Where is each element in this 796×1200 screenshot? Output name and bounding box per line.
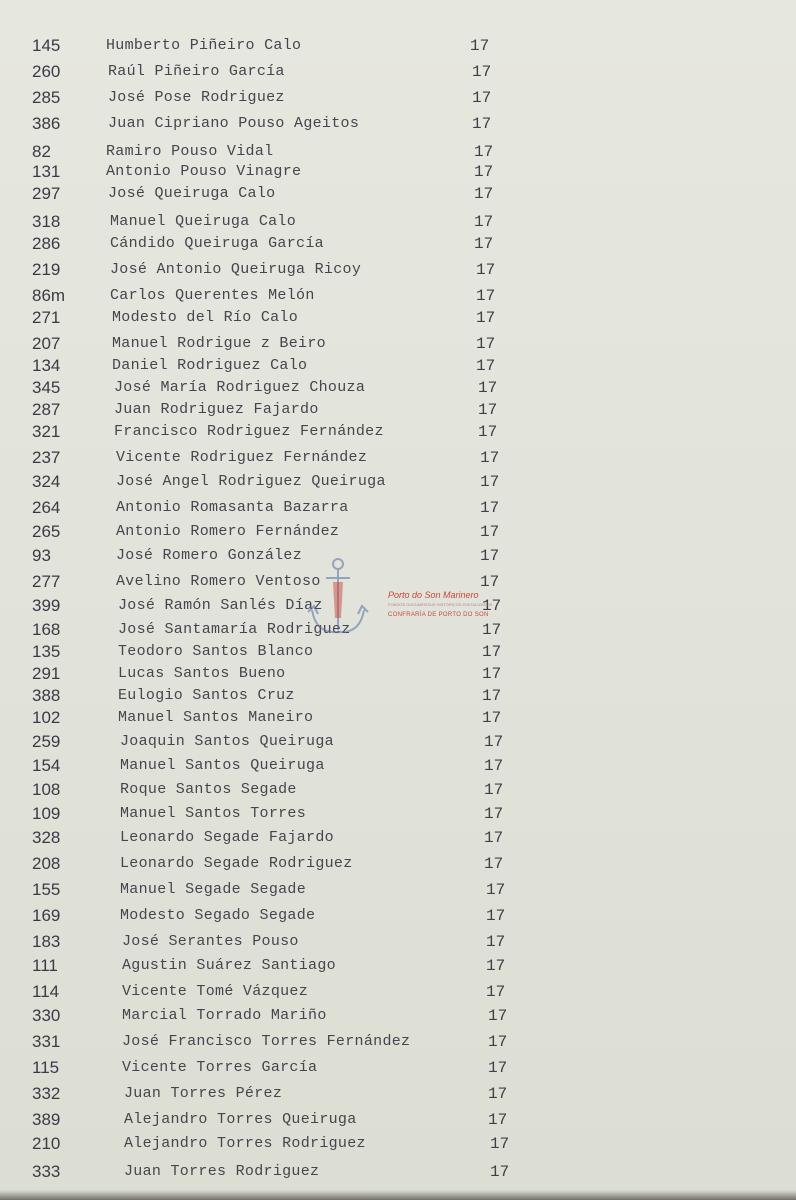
member-name: Manuel Queiruga Calo (110, 213, 297, 230)
member-name: Marcial Torrado Mariño (122, 1007, 327, 1024)
member-number: 324 (32, 472, 61, 491)
member-name: José Francisco Torres Fernández (122, 1033, 411, 1050)
member-value: 17 (478, 379, 498, 397)
member-value: 17 (484, 781, 504, 799)
member-value: 17 (484, 733, 504, 751)
table-row (0, 802, 796, 826)
member-name: Modesto del Río Calo (112, 309, 299, 326)
member-value: 17 (472, 89, 492, 107)
table-row (0, 778, 796, 802)
table-row (0, 86, 796, 110)
member-name: José Santamaría Rodriguez (118, 621, 351, 638)
table-row (0, 878, 796, 902)
table-row (0, 980, 796, 1004)
member-number: 219 (32, 260, 61, 279)
table-row (0, 376, 796, 400)
member-value: 17 (480, 473, 500, 491)
table-row (0, 284, 796, 308)
table-row (0, 182, 796, 206)
member-number: 93 (32, 546, 51, 565)
table-row (0, 1004, 796, 1028)
member-value: 17 (486, 957, 506, 975)
member-number: 131 (32, 162, 61, 181)
member-value: 17 (480, 523, 500, 541)
member-number: 389 (32, 1110, 61, 1129)
table-row (0, 306, 796, 330)
watermark-subtitle: FONDOS DOCUMENTAIS HISTÓRICOS DIXITALIZADOS (388, 602, 493, 607)
member-name: José Queiruga Calo (108, 185, 276, 202)
member-name: Leonardo Segade Rodriguez (120, 855, 353, 872)
member-name: Antonio Romasanta Bazarra (116, 499, 349, 516)
member-value: 17 (484, 805, 504, 823)
member-number: 135 (32, 642, 61, 661)
member-name: José Antonio Queiruga Ricoy (110, 261, 362, 278)
member-number: 108 (32, 780, 61, 799)
table-row (0, 904, 796, 928)
member-number: 386 (32, 114, 61, 133)
member-value: 17 (478, 423, 498, 441)
table-row (0, 1132, 796, 1156)
member-value: 17 (490, 1163, 510, 1181)
member-number: 333 (32, 1162, 61, 1181)
member-value: 17 (482, 665, 502, 683)
member-name: Manuel Santos Torres (120, 805, 307, 822)
table-row (0, 826, 796, 850)
table-row (0, 332, 796, 356)
member-number: 260 (32, 62, 61, 81)
member-name: Francisco Rodriguez Fernández (114, 423, 384, 440)
member-number: 277 (32, 572, 61, 591)
member-value: 17 (476, 309, 496, 327)
member-value: 17 (486, 933, 506, 951)
member-name: Teodoro Santos Blanco (118, 643, 314, 660)
member-name: Juan Torres Pérez (124, 1085, 283, 1102)
member-number: 155 (32, 880, 61, 899)
member-number: 287 (32, 400, 61, 419)
member-name: Alejandro Torres Queiruga (124, 1111, 357, 1128)
table-row (0, 754, 796, 778)
member-number: 109 (32, 804, 61, 823)
table-row (0, 210, 796, 234)
member-value: 17 (482, 597, 502, 615)
member-number: 271 (32, 308, 61, 327)
member-number: 168 (32, 620, 61, 639)
table-row (0, 60, 796, 84)
member-name: Alejandro Torres Rodriguez (124, 1135, 366, 1152)
member-number: 115 (32, 1058, 60, 1077)
member-value: 17 (474, 143, 494, 161)
member-name: Avelino Romero Ventoso (116, 573, 321, 590)
table-row (0, 852, 796, 876)
member-name: José Ramón Sanlés Díaz (118, 597, 323, 614)
page-bottom-edge (0, 1190, 796, 1200)
member-name: Daniel Rodriguez Calo (112, 357, 308, 374)
member-number: 259 (32, 732, 61, 751)
member-number: 330 (32, 1006, 61, 1025)
member-value: 17 (480, 499, 500, 517)
table-row (0, 420, 796, 444)
member-number: 286 (32, 234, 61, 253)
member-name: Antonio Pouso Vinagre (106, 163, 302, 180)
member-value: 17 (474, 163, 494, 181)
member-value: 17 (486, 881, 506, 899)
member-number: 332 (32, 1084, 61, 1103)
member-value: 17 (482, 621, 502, 639)
member-number: 102 (32, 708, 61, 727)
table-row (0, 470, 796, 494)
member-value: 17 (474, 185, 494, 203)
table-row (0, 232, 796, 256)
member-name: Humberto Piñeiro Calo (106, 37, 302, 54)
member-number: 297 (32, 184, 61, 203)
member-number: 388 (32, 686, 61, 705)
table-row (0, 258, 796, 282)
member-value: 17 (470, 37, 490, 55)
member-name: Vicente Tomé Vázquez (122, 983, 309, 1000)
member-value: 17 (482, 687, 502, 705)
member-name: Manuel Santos Queiruga (120, 757, 325, 774)
table-row (0, 354, 796, 378)
table-row (0, 662, 796, 686)
member-number: 264 (32, 498, 61, 517)
member-number: 86m (32, 286, 66, 305)
table-row (0, 1082, 796, 1106)
watermark-name: CONFRARÍA DE PORTO DO SON (388, 612, 489, 618)
member-name: Vicente Rodriguez Fernández (116, 449, 368, 466)
table-row (0, 684, 796, 708)
member-name: Antonio Romero Fernández (116, 523, 340, 540)
member-value: 17 (488, 1085, 508, 1103)
table-row (0, 706, 796, 730)
member-value: 17 (482, 709, 502, 727)
member-name: José Pose Rodriguez (108, 89, 285, 106)
member-name: José Romero González (116, 547, 303, 564)
member-name: José Angel Rodriguez Queiruga (116, 473, 386, 490)
member-name: Leonardo Segade Fajardo (120, 829, 334, 846)
member-name: Vicente Torres García (122, 1059, 318, 1076)
table-row (0, 954, 796, 978)
watermark-title: Porto do Son Marinero (388, 590, 479, 600)
member-number: 208 (32, 854, 61, 873)
table-row (0, 112, 796, 136)
member-name: Lucas Santos Bueno (118, 665, 286, 682)
member-name: Manuel Segade Segade (120, 881, 307, 898)
member-number: 399 (32, 596, 61, 615)
member-name: Raúl Piñeiro García (108, 63, 285, 80)
member-value: 17 (476, 261, 496, 279)
member-value: 17 (474, 213, 494, 231)
table-row (0, 730, 796, 754)
member-value: 17 (476, 287, 496, 305)
member-number: 183 (32, 932, 61, 951)
member-name: Carlos Querentes Melón (110, 287, 315, 304)
table-row (0, 34, 796, 58)
member-name: Manuel Santos Maneiro (118, 709, 314, 726)
member-number: 291 (32, 664, 61, 683)
member-value: 17 (488, 1111, 508, 1129)
member-number: 331 (32, 1032, 61, 1051)
member-value: 17 (480, 573, 500, 591)
member-number: 321 (32, 422, 61, 441)
member-name: José María Rodriguez Chouza (114, 379, 366, 396)
member-number: 285 (32, 88, 61, 107)
member-value: 17 (488, 1059, 508, 1077)
member-number: 169 (32, 906, 61, 925)
member-value: 17 (476, 335, 496, 353)
member-value: 17 (480, 449, 500, 467)
member-value: 17 (484, 757, 504, 775)
table-row (0, 640, 796, 664)
member-value: 17 (472, 63, 492, 81)
member-value: 17 (472, 115, 492, 133)
member-number: 114 (32, 982, 60, 1001)
member-value: 17 (488, 1007, 508, 1025)
member-name: Juan Cipriano Pouso Ageitos (108, 115, 360, 132)
member-value: 17 (478, 401, 498, 419)
member-number: 207 (32, 334, 61, 353)
member-number: 82 (32, 142, 51, 161)
member-value: 17 (490, 1135, 510, 1153)
member-name: Joaquin Santos Queiruga (120, 733, 334, 750)
member-number: 318 (32, 212, 61, 231)
member-name: Juan Rodriguez Fajardo (114, 401, 319, 418)
member-value: 17 (476, 357, 496, 375)
table-row (0, 1030, 796, 1054)
table-row (0, 520, 796, 544)
member-number: 154 (32, 756, 61, 775)
member-value: 17 (474, 235, 494, 253)
member-name: Agustin Suárez Santiago (122, 957, 336, 974)
table-row (0, 1160, 796, 1184)
member-name: Cándido Queiruga García (110, 235, 324, 252)
member-number: 328 (32, 828, 61, 847)
member-name: Eulogio Santos Cruz (118, 687, 295, 704)
member-value: 17 (486, 907, 506, 925)
member-name: Manuel Rodrigue z Beiro (112, 335, 326, 352)
member-name: José Serantes Pouso (122, 933, 299, 950)
member-name: Roque Santos Segade (120, 781, 297, 798)
member-number: 237 (32, 448, 61, 467)
table-row (0, 496, 796, 520)
member-value: 17 (484, 855, 504, 873)
table-row (0, 930, 796, 954)
table-row (0, 1108, 796, 1132)
member-value: 17 (488, 1033, 508, 1051)
table-row (0, 446, 796, 470)
member-number: 145 (32, 36, 61, 55)
member-value: 17 (484, 829, 504, 847)
member-number: 265 (32, 522, 61, 541)
table-row (0, 160, 796, 184)
member-number: 134 (32, 356, 61, 375)
member-name: Juan Torres Rodriguez (124, 1163, 320, 1180)
member-number: 210 (32, 1134, 61, 1153)
member-number: 111 (32, 956, 58, 975)
watermark-text (388, 590, 508, 620)
table-row (0, 398, 796, 422)
member-value: 17 (482, 643, 502, 661)
member-name: Modesto Segado Segade (120, 907, 316, 924)
member-number: 345 (32, 378, 61, 397)
member-value: 17 (486, 983, 506, 1001)
member-name: Ramiro Pouso Vidal (106, 143, 274, 160)
member-value: 17 (480, 547, 500, 565)
table-row (0, 1056, 796, 1080)
